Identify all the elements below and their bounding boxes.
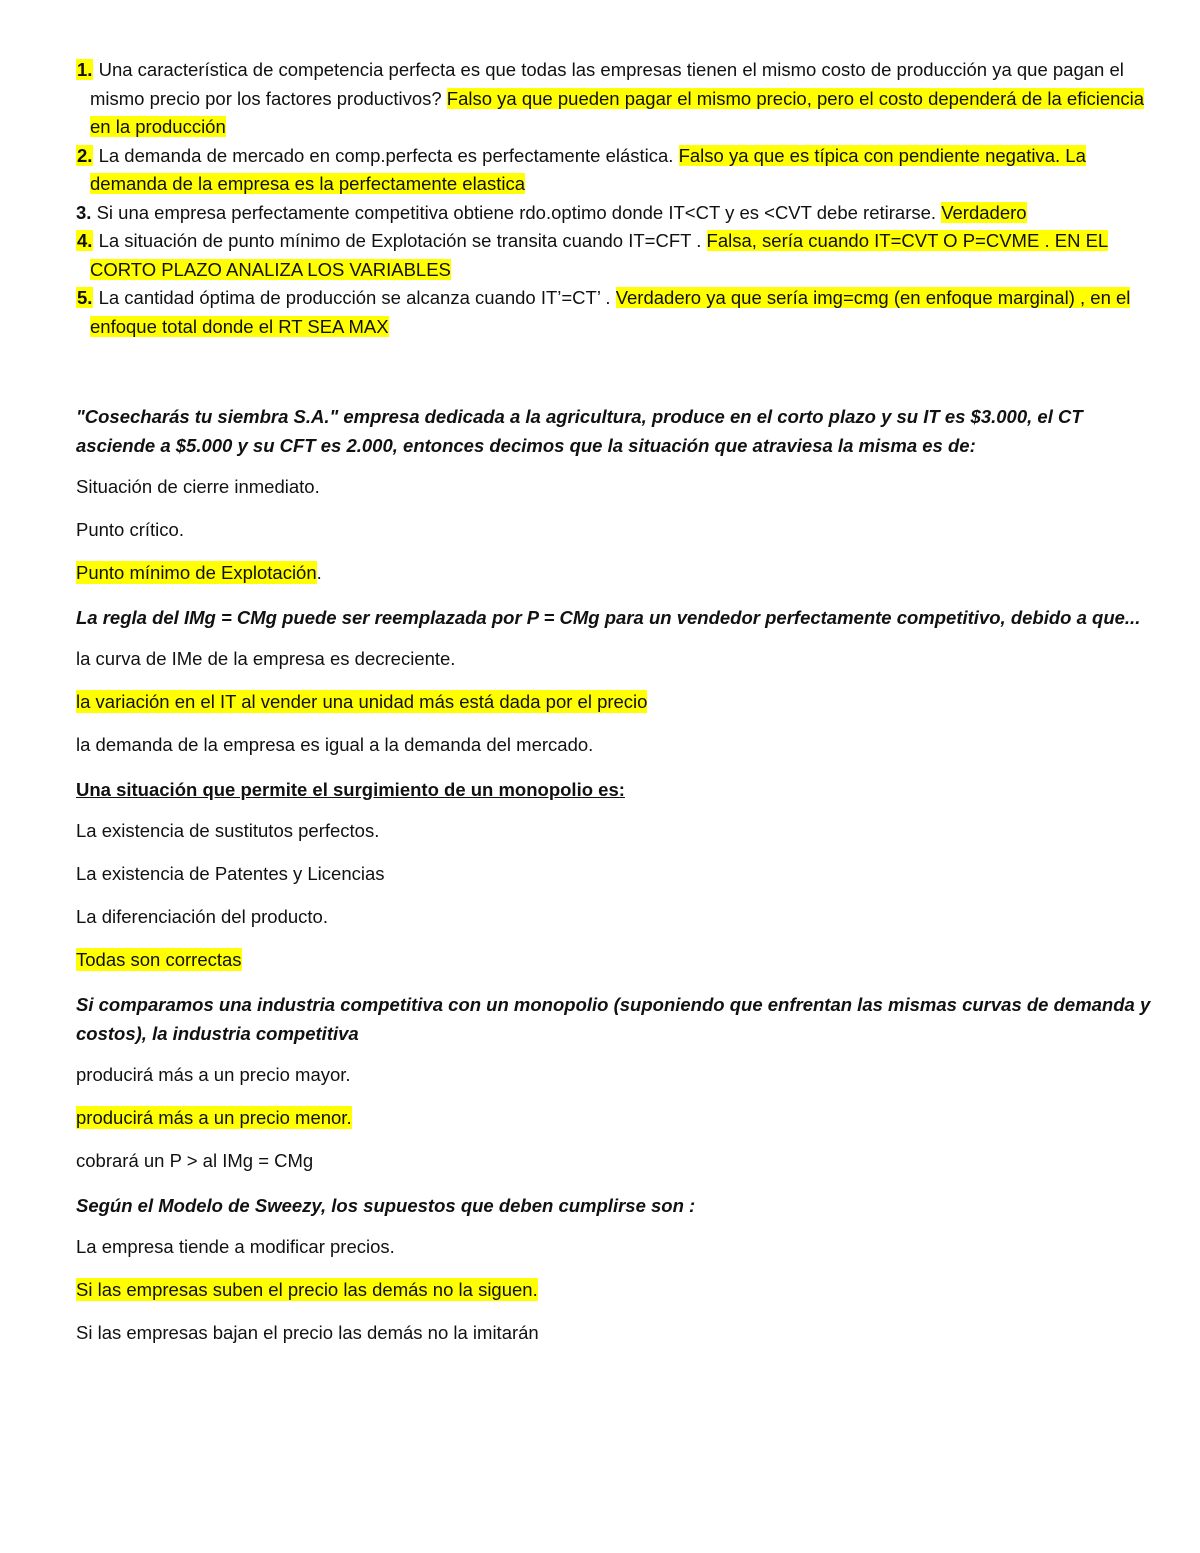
quiz-item-5	[76, 1191, 1156, 1346]
answer-option-correct	[76, 947, 1156, 973]
statement-1	[48, 56, 1158, 142]
statement-text: La demanda de mercado en comp.perfecta es perfectamente elástica.	[98, 144, 674, 166]
option-text: Punto crítico.	[76, 519, 184, 540]
answer-option	[76, 646, 1156, 672]
option-text: Situación de cierre inmediato.	[76, 476, 320, 497]
answer-option-correct	[76, 689, 1156, 715]
option-text: cobrará un P > al IMg = CMg	[76, 1150, 314, 1171]
question-text: Si comparamos una industria competitiva con un monopolio (suponiendo que enfrentan las mismas curvas de demanda y costos), la industria competitiva	[76, 994, 1151, 1044]
answer-option	[76, 1148, 1156, 1174]
option-suffix: .	[316, 562, 322, 583]
answer-option-correct	[76, 560, 1156, 586]
answer-option	[76, 861, 1156, 887]
option-text: la demanda de la empresa es igual a la demanda del mercado.	[76, 734, 594, 755]
option-text: La empresa tiende a modificar precios.	[76, 1236, 395, 1257]
option-text: La diferenciación del producto.	[76, 906, 328, 927]
answer-option	[76, 904, 1156, 930]
statement-text: La situación de punto mínimo de Explotación se transita cuando IT=CFT .	[98, 230, 702, 251]
option-text: Punto mínimo de Explotación	[76, 562, 317, 583]
option-text: producirá más a un precio mayor.	[76, 1064, 351, 1085]
answer-option	[76, 1320, 1156, 1346]
option-text: La existencia de sustitutos perfectos.	[76, 820, 380, 841]
quiz-item-3	[76, 775, 1156, 973]
answer-option-correct	[76, 1105, 1156, 1131]
option-text: la curva de IMe de la empresa es decreciente.	[76, 648, 456, 669]
statement-answer: Verdadero	[941, 201, 1027, 223]
question-text: La regla del IMg = CMg puede ser reemplazada por P = CMg para un vendedor perfectamente competitivo, debido a que...	[76, 607, 1141, 628]
option-text: La existencia de Patentes y Licencias	[76, 863, 385, 884]
statement-text: La cantidad óptima de producción se alcanza cuando IT’=CT’ .	[98, 287, 611, 308]
statement-answer: Falsa, sería cuando IT=CVT O P=CVME . EN EL CORTO PLAZO ANALIZA LOS VARIABLES	[90, 230, 1109, 280]
statement-2	[48, 142, 1158, 199]
answer-option	[76, 732, 1156, 758]
statement-answer: Falso ya que pueden pagar el mismo precio, pero el costo dependerá de la eficiencia en la producción	[90, 87, 1145, 137]
quiz-item-1	[76, 402, 1156, 586]
true-false-list	[48, 56, 1158, 341]
option-text: Si las empresas bajan el precio las demás no la imitarán	[76, 1322, 539, 1343]
answer-option	[76, 818, 1156, 844]
question-text: "Cosecharás tu siembra S.A." empresa dedicada a la agricultura, produce en el corto plazo y su IT es $3.000, el CT asciende a $5.000 y su CFT es 2.000, entonces decimos que la situación que atraviesa la misma es de:	[76, 406, 1083, 456]
quiz-item-4	[76, 990, 1156, 1174]
option-text: Todas son correctas	[76, 949, 242, 970]
multiple-choice-section	[76, 402, 1156, 1363]
quiz-item-2	[76, 603, 1156, 758]
statement-number: 3.	[76, 201, 92, 223]
statement-number: 2.	[77, 144, 93, 166]
statement-4	[48, 227, 1158, 284]
option-text: la variación en el IT al vender una unidad más está dada por el precio	[76, 691, 648, 712]
question-text: Según el Modelo de Sweezy, los supuestos que deben cumplirse son :	[76, 1195, 696, 1216]
answer-option	[76, 474, 1156, 500]
statement-answer: Verdadero ya que sería img=cmg (en enfoque marginal) , en el enfoque total donde el RT SEA MAX	[90, 287, 1131, 337]
statement-text: Si una empresa perfectamente competitiva obtiene rdo.optimo donde IT<CT y es <CVT debe retirarse.	[96, 201, 937, 223]
answer-option	[76, 1062, 1156, 1088]
statement-answer: Falso ya que es típica con pendiente negativa. La demanda de la empresa es la perfectamente elastica	[90, 144, 1086, 194]
answer-option	[76, 517, 1156, 543]
question-text: Una situación que permite el surgimiento de un monopolio es:	[76, 779, 625, 800]
statement-number: 1.	[77, 59, 93, 80]
answer-option	[76, 1234, 1156, 1260]
option-text: Si las empresas suben el precio las demás no la siguen.	[76, 1279, 538, 1300]
statement-5	[48, 284, 1158, 341]
option-text: producirá más a un precio menor.	[76, 1107, 352, 1128]
statement-number: 4.	[77, 230, 93, 251]
statement-number: 5.	[77, 287, 93, 308]
statement-3	[48, 199, 1158, 228]
statement-text: Una característica de competencia perfecta es que todas las empresas tienen el mismo costo de producción ya que pagan el mismo precio por los factores productivos?	[90, 59, 1124, 109]
answer-option-correct	[76, 1277, 1156, 1303]
